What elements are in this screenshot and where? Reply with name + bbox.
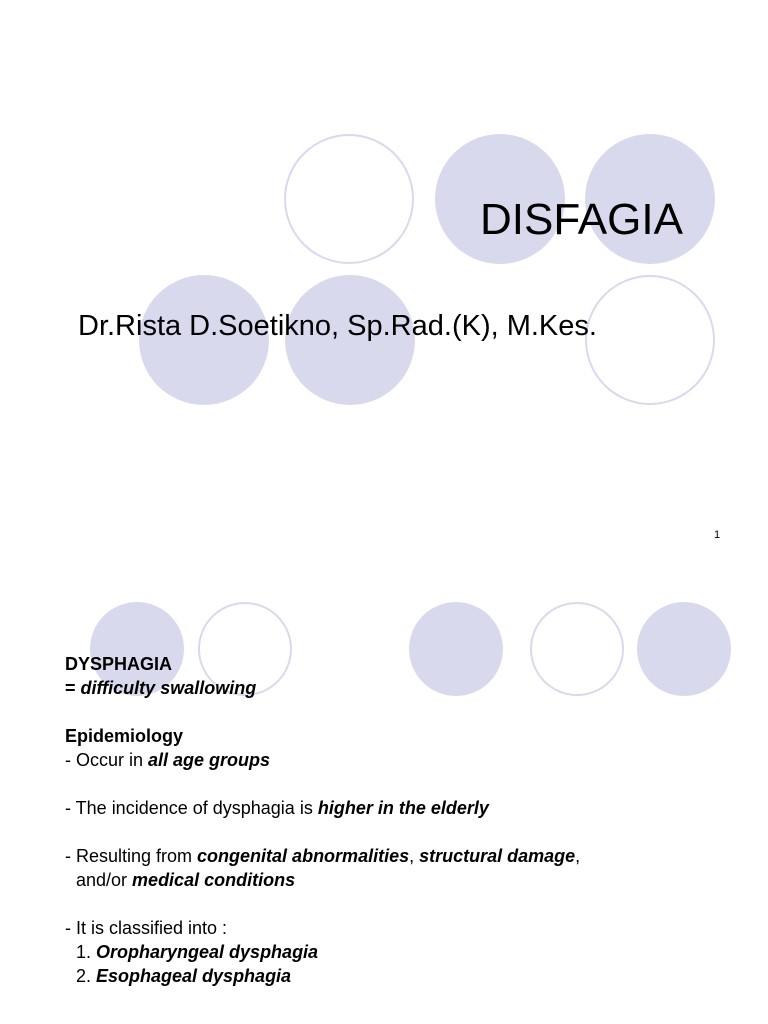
definition-line [65, 676, 580, 700]
slide-subtitle: Dr.Rista D.Soetikno, Sp.Rad.(K), M.Kes. [78, 310, 597, 342]
bullet-emphasis: higher in the elderly [317, 798, 489, 818]
bullet-text: - Resulting from [65, 846, 198, 866]
bullet-item [65, 796, 580, 820]
slide-title: DISFAGIA [480, 195, 683, 244]
definition: difficulty swallowing [80, 678, 257, 698]
item-number: 1. [76, 942, 97, 962]
bullet-emphasis: medical conditions [132, 870, 296, 890]
decorative-circle-filled [637, 602, 731, 696]
item-text: Oropharyngeal dysphagia [96, 942, 319, 962]
bullet-emphasis: all age groups [148, 750, 271, 770]
bullet-continuation [65, 868, 580, 892]
definition-prefix: = [65, 678, 81, 698]
numbered-item [65, 964, 580, 988]
item-text: Esophageal dysphagia [96, 966, 292, 986]
content-slide [0, 570, 768, 1024]
bullet-emphasis: congenital abnormalities [197, 846, 410, 866]
section-heading: Epidemiology [65, 726, 184, 746]
decorative-circle-outline [284, 134, 414, 264]
slide-body [65, 652, 580, 988]
bullet-item [65, 748, 580, 772]
bullet-text: , [409, 846, 420, 866]
heading: DYSPHAGIA [65, 654, 173, 674]
item-number: 2. [76, 966, 97, 986]
bullet-item [65, 844, 580, 868]
bullet-text: - The incidence of dysphagia is [65, 798, 318, 818]
bullet-item: - It is classified into : [65, 918, 228, 938]
bullet-text: and/or [76, 870, 133, 890]
decorative-circle-outline [585, 275, 715, 405]
bullet-text: - Occur in [65, 750, 149, 770]
bullet-text: , [575, 846, 581, 866]
bullet-emphasis: structural damage [419, 846, 576, 866]
page-number: 1 [714, 529, 721, 541]
numbered-item [65, 940, 580, 964]
